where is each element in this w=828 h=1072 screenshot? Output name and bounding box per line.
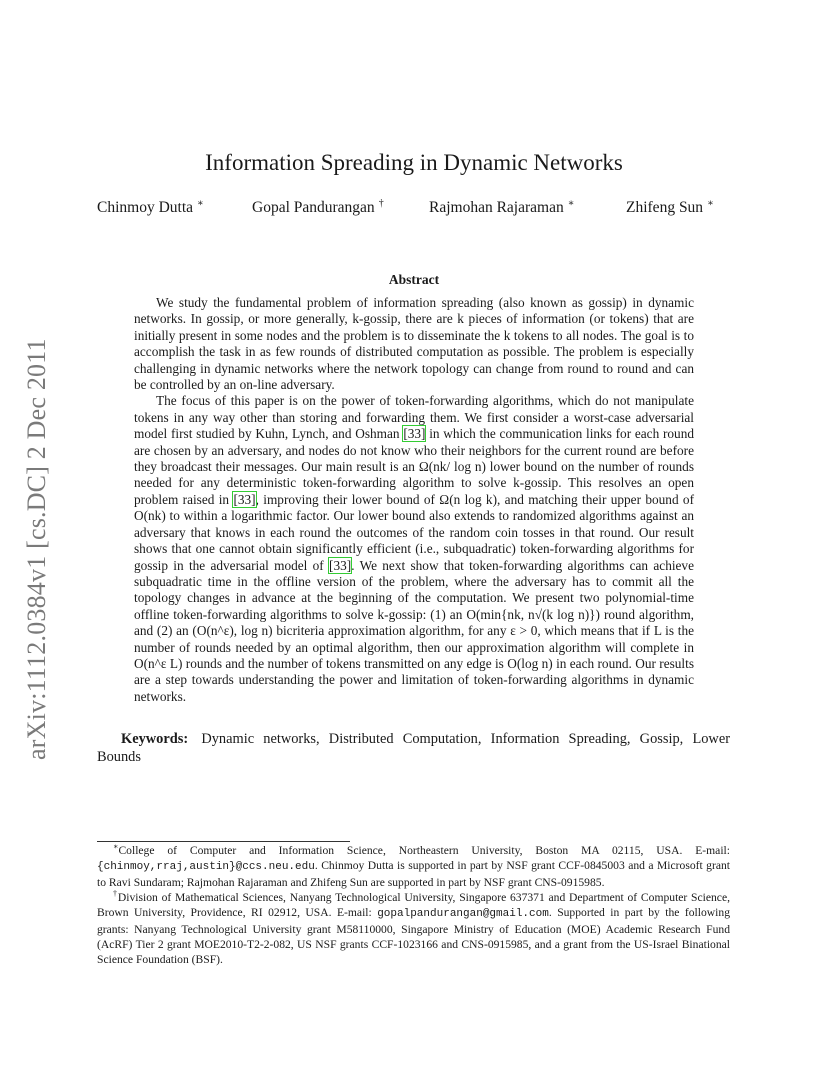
abstract-text: , improving their lower bound of Ω(n log k), and matching their upper bound of O(nk) to within a logarithmic factor. Our lower bound also extends to randomized algorithms against an adversary that knows in each round the outcomes of the random coin tosses in that round. Our result shows that one cannot obtain significantly efficient (i.e., subquadratic) token-forwarding algorithms for gossip in the adversarial model of — [134, 491, 695, 573]
author-mark: ∗ — [567, 198, 575, 209]
email-address[interactable]: {chinmoy,rraj,austin}@ccs.neu.edu — [97, 861, 315, 873]
author-name: Zhifeng Sun — [626, 199, 704, 217]
keywords — [97, 730, 730, 766]
footnote-text: College of Computer and Information Science, Northeastern University, Boston MA 02115, USA. E-mail: — [118, 844, 730, 857]
author-4 — [626, 198, 714, 217]
footnote-text: . Chinmoy Dutta is supported in part by NSF grant CCF-0845003 and a Microsoft grant to Ravi Sundaram; Rajmohan Rajaraman and Zhifeng Sun are supported in part by NSF grant CNS-0915985. — [97, 859, 730, 889]
footnote-2 — [97, 890, 730, 967]
footnote-mark: ∗ — [113, 842, 119, 852]
citation-link-33[interactable]: [33] — [233, 491, 256, 507]
author-mark: ∗ — [197, 198, 204, 209]
arxiv-stamp-text: arXiv:1112.0384v1 [cs.DC] 2 Dec 2011 — [22, 338, 51, 760]
author-mark: † — [378, 198, 384, 209]
abstract-paragraph-2 — [134, 393, 694, 705]
abstract-paragraph-1: We study the fundamental problem of information spreading (also known as gossip) in dynamic networks. In gossip, or more generally, k-gossip, there are k pieces of information (or tokens) that are initially present in some nodes and the problem is to disseminate the k tokens to all nodes. The goal is to accomplish the task in as few rounds of distributed computation as possible. The problem is especially challenging in dynamic networks where the network topology can change from round to round and can be controlled by an on-line adversary. — [134, 295, 694, 393]
keywords-text: Dynamic networks, Distributed Computation, Information Spreading, Gossip, Lower Bounds — [97, 731, 730, 765]
abstract-text: The focus of this paper is on the power of token-forwarding algorithms, which do not manipulate tokens in any way other than storing and forwarding them. We first consider a worst-case adversarial model first studied by Kuhn, Lynch, and Oshman — [134, 393, 694, 442]
abstract-heading: Abstract — [388, 272, 440, 287]
abstract-body — [134, 295, 694, 705]
footnote-rule — [97, 841, 350, 842]
author-name: Rajmohan Rajaraman — [429, 199, 564, 217]
keywords-label: Keywords: — [121, 731, 189, 747]
paper-title: Information Spreading in Dynamic Networks — [205, 150, 623, 175]
email-address[interactable]: gopalpandurangan@gmail.com — [377, 908, 549, 920]
footnote-text: Division of Mathematical Sciences, Nanyang Technological University, Singapore 637371 and Department of Computer Science, Brown University, Providence, RI 02912, USA. E-mail: — [97, 891, 730, 919]
footnote-1 — [97, 843, 730, 890]
footnote-text: . Supported in part by the following grants: Nanyang Technological University grant M58110000, Singapore Ministry of Education (MOE) Academic Research Fund (AcRF) Tier 2 grant MOE2010-T2-2-082, US NSF grants CCF-1023166 and CNS-0915985, and a grant from the US-Israel Binational Science Foundation (BSF). — [97, 906, 730, 966]
abstract-text: . We next show that token-forwarding algorithms can achieve subquadratic time in the offline version of the problem, where the adversary has to commit all the topology changes in advance at the beginning of the computation. We present two polynomial-time offline token-forwarding algorithms to solve k-gossip: (1) an O(min{nk, n√(k log n)}) round algorithm, and (2) an (O(n^ε), log n) bicriteria approximation algorithm, for any ε > 0, which means that if L is the number of rounds needed by an optimal algorithm, then our approximation algorithm will complete in O(n^ε L) rounds and the number of tokens transmitted on any edge is O(log n) in each round. Our results are a step towards understanding the power and limitation of token-forwarding algorithms in dynamic networks. — [134, 557, 694, 704]
arxiv-identifier-stamp — [18, 300, 56, 760]
author-name: Chinmoy Dutta — [97, 199, 194, 217]
author-name: Gopal Pandurangan — [252, 199, 375, 217]
author-mark: ∗ — [707, 198, 714, 209]
citation-link-33[interactable]: [33] — [329, 557, 352, 573]
author-3 — [429, 198, 575, 217]
author-2 — [252, 198, 384, 217]
author-1 — [97, 198, 204, 217]
citation-link-33[interactable]: [33] — [403, 426, 426, 442]
footnote-mark: † — [113, 889, 118, 899]
abstract-text: in which the communication links for each round are chosen by an adversary, and nodes do not know who their neighbors for the current round are before they broadcast their messages. Our main result is an Ω(nk/ log n) lower bound on the number of rounds needed for any deterministic token-forwarding algorithm to solve k-gossip. This resolves an open problem raised in — [134, 426, 694, 507]
footnotes — [97, 843, 730, 967]
